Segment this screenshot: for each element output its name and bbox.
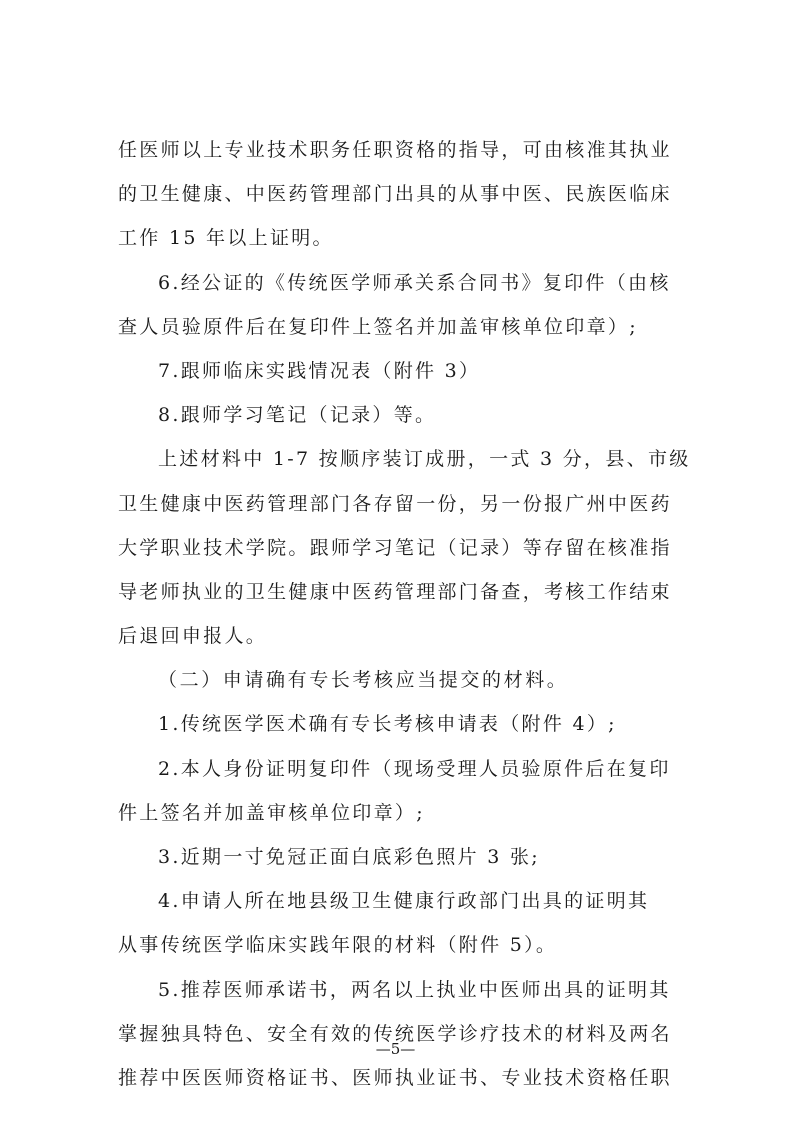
list-item-8: 8.跟师学习笔记（记录）等。 bbox=[158, 404, 437, 427]
list-item-5: 5.推荐医师承诺书，两名以上执业中医师出具的证明其 bbox=[158, 978, 671, 1001]
text-line: 工作 15 年以上证明。 bbox=[118, 227, 334, 250]
paragraph-start: 上述材料中 1-7 按顺序装订成册，一式 3 分，县、市级 bbox=[158, 448, 691, 471]
page-number: —5— bbox=[375, 1040, 416, 1058]
text-line: 推荐中医医师资格证书、医师执业证书、专业技术资格任职 bbox=[118, 1066, 672, 1089]
text-line: 从事传统医学临床实践年限的材料（附件 5）。 bbox=[118, 934, 558, 957]
list-item-2: 2.本人身份证明复印件（现场受理人员验原件后在复印 bbox=[158, 757, 671, 780]
text-line: 卫生健康中医药管理部门各存留一份，另一份报广州中医药 bbox=[118, 492, 672, 515]
text-line: 掌握独具特色、安全有效的传统医学诊疗技术的材料及两名 bbox=[118, 1022, 672, 1045]
document-body bbox=[118, 128, 691, 1100]
list-item-6: 6.经公证的《传统医学师承关系合同书》复印件（由核 bbox=[158, 271, 671, 294]
text-line: 导老师执业的卫生健康中医药管理部门备查，考核工作结束 bbox=[118, 580, 672, 603]
list-item-1: 1.传统医学医术确有专长考核申请表（附件 4）; bbox=[158, 713, 617, 736]
text-line: 件上签名并加盖审核单位印章）; bbox=[118, 801, 425, 824]
list-item-4: 4.申请人所在地县级卫生健康行政部门出具的证明其 bbox=[158, 890, 650, 913]
text-line: 大学职业技术学院。跟师学习笔记（记录）等存留在核准指 bbox=[118, 536, 672, 559]
section-heading: （二）申请确有专长考核应当提交的材料。 bbox=[158, 669, 569, 692]
text-line: 任医师以上专业技术职务任职资格的指导，可由核准其执业 bbox=[118, 139, 672, 161]
text-line: 后退回申报人。 bbox=[118, 625, 268, 648]
list-item-7: 7.跟师临床实践情况表（附件 3） bbox=[158, 359, 481, 382]
text-line: 的卫生健康、中医药管理部门出具的从事中医、民族医临床 bbox=[118, 183, 672, 206]
list-item-3: 3.近期一寸免冠正面白底彩色照片 3 张; bbox=[158, 846, 540, 868]
text-line: 查人员验原件后在复印件上签名并加盖审核单位印章）; bbox=[118, 315, 638, 338]
